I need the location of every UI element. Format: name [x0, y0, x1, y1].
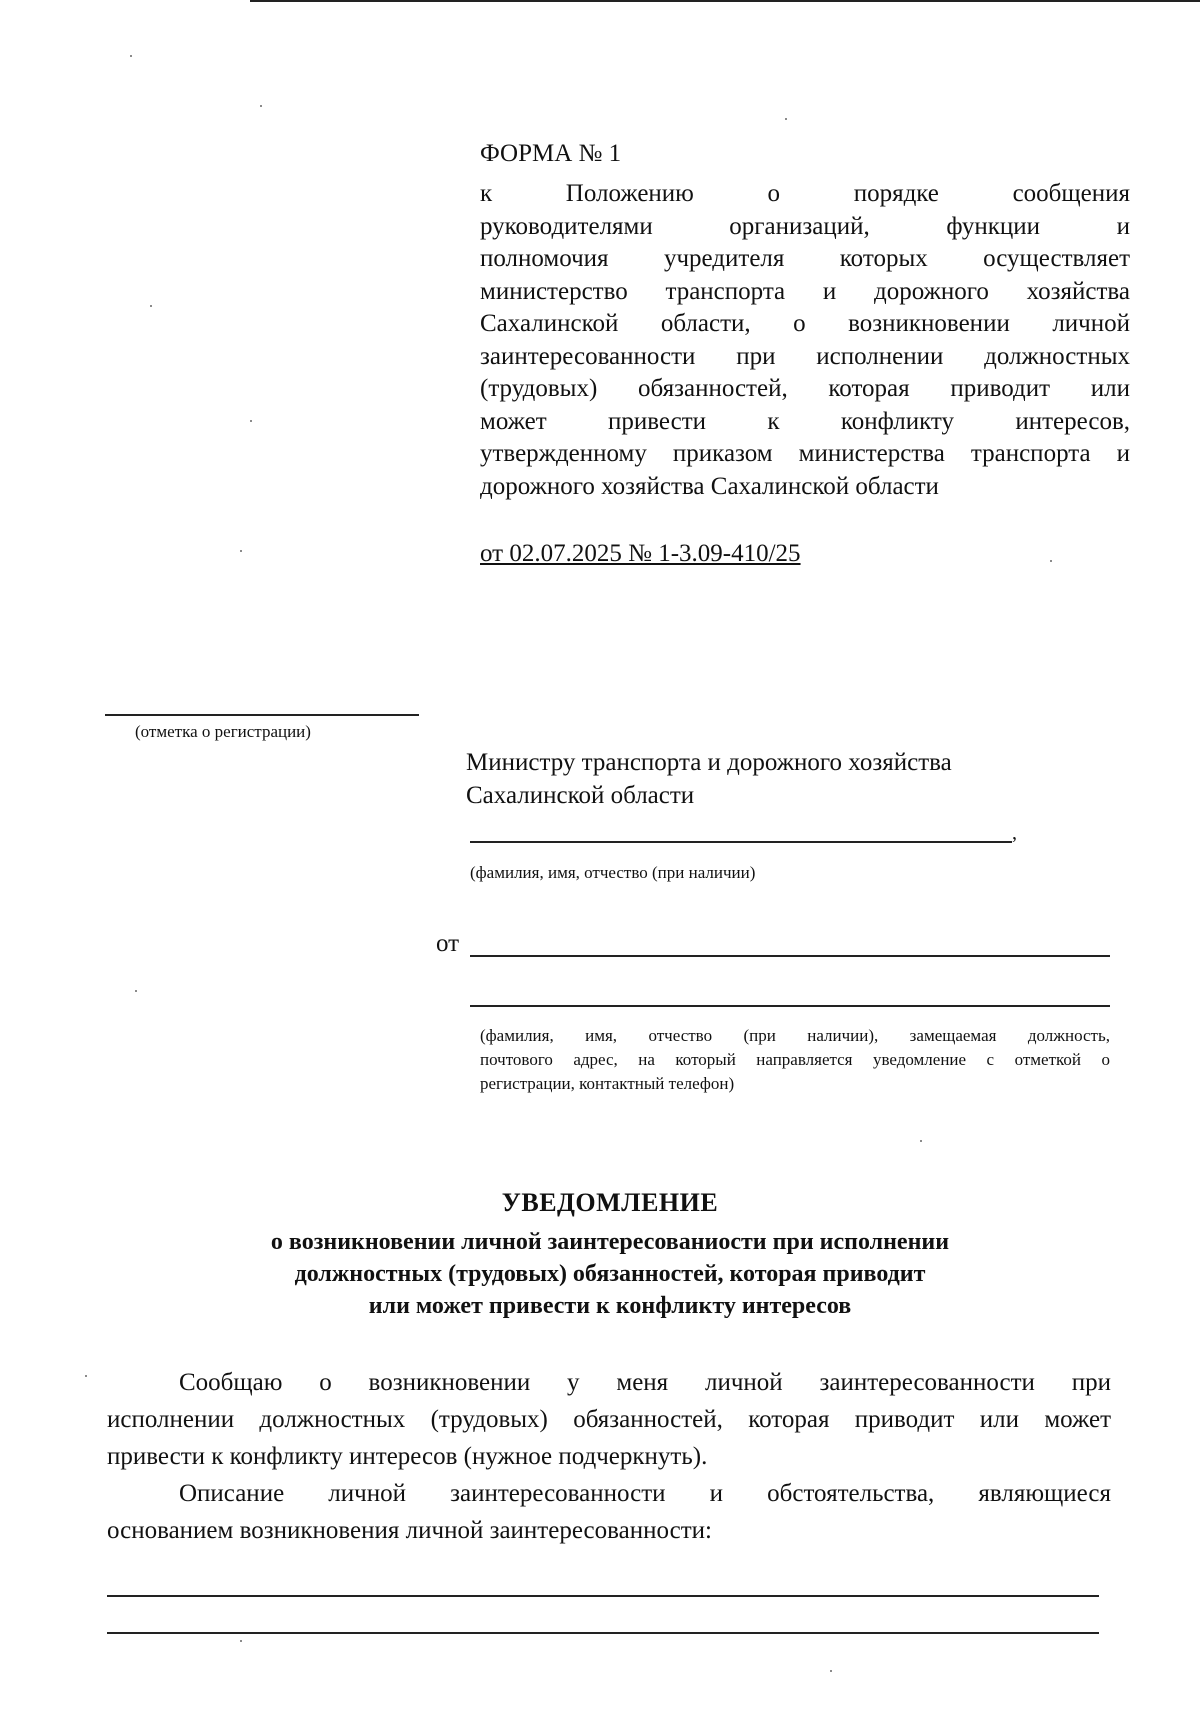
body-line: привести к конфликту интересов (нужное подчеркнуть). — [107, 1443, 708, 1470]
addressee-line: Министру транспорта и дорожного хозяйства — [466, 749, 952, 776]
notice-title: УВЕДОМЛЕНИЕ — [501, 1188, 719, 1217]
sender-caption-line: регистрации, контактный телефон) — [480, 1074, 735, 1093]
scan-speck — [135, 990, 137, 992]
minister-name-comma: , — [1012, 822, 1017, 844]
registration-mark-line[interactable] — [105, 714, 419, 716]
minister-name-field[interactable] — [470, 841, 1012, 843]
notice-body — [107, 1364, 1111, 1549]
description-field-line-1[interactable] — [107, 1595, 1099, 1597]
header-line: Сахалинской области, о возникновении личной — [480, 310, 1130, 337]
body-line: Сообщаю о возникновении у меня личной заинтересованности при — [179, 1369, 1111, 1396]
sender-caption — [480, 1024, 1110, 1096]
regulation-header — [480, 178, 1130, 503]
scan-speck — [260, 105, 262, 107]
from-label: от — [436, 930, 460, 957]
scan-speck — [250, 420, 252, 422]
header-line: может привести к конфликту интересов, — [480, 407, 1130, 435]
header-line: дорожного хозяйства Сахалинской области — [480, 472, 939, 500]
header-line: полномочия учредителя которых осуществляет — [480, 245, 1130, 272]
notice-subtitle — [100, 1226, 1120, 1322]
notice-subtitle-line: должностных (трудовых) обязанностей, которая приводит — [294, 1261, 926, 1287]
order-reference: от 02.07.2025 № 1-3.09-410/25 — [480, 540, 801, 567]
scan-speck — [1050, 560, 1052, 562]
scan-speck — [240, 1640, 242, 1642]
addressee — [466, 746, 952, 812]
scan-speck — [150, 305, 152, 307]
header-line: министерство транспорта и дорожного хозяйства — [480, 277, 1130, 305]
scan-speck — [830, 1670, 832, 1672]
scan-speck — [920, 1140, 922, 1142]
notice-subtitle-line: о возникновении личной заинтересованиости при исполнении — [270, 1229, 950, 1255]
scan-speck — [785, 118, 787, 120]
header-line: к Положению о порядке сообщения — [480, 180, 1130, 207]
header-line: заинтересованности при исполнении должностных — [480, 342, 1130, 370]
top-border-line — [250, 0, 1200, 2]
sender-field-line-2[interactable] — [470, 1005, 1110, 1007]
body-line: Описание личной заинтересованности и обстоятельства, являющиеся — [179, 1480, 1111, 1507]
addressee-line: Сахалинской области — [466, 782, 695, 809]
minister-name-caption: (фамилия, имя, отчество (при наличии) — [470, 863, 756, 882]
header-line: утвержденному приказом министерства транспорта и — [480, 440, 1130, 467]
body-line: исполнении должностных (трудовых) обязанностей, которая приводит или может — [107, 1406, 1111, 1433]
sender-caption-line: почтового адрес, на который направляется уведомление с отметкой о — [480, 1050, 1110, 1069]
notice-subtitle-line: или может привести к конфликту интересов — [368, 1293, 852, 1319]
scan-speck — [240, 550, 242, 552]
description-field-line-2[interactable] — [107, 1632, 1099, 1634]
sender-field-line-1[interactable] — [470, 955, 1110, 957]
header-line: руководителями организаций, функции и — [480, 212, 1130, 240]
body-line: основанием возникновения личной заинтересованности: — [107, 1517, 712, 1544]
scan-speck — [85, 1375, 87, 1377]
scan-speck — [130, 55, 132, 57]
form-title: ФОРМА № 1 — [480, 140, 622, 167]
registration-caption: (отметка о регистрации) — [135, 722, 311, 741]
sender-caption-line: (фамилия, имя, отчество (при наличии), замещаемая должность, — [480, 1026, 1110, 1045]
header-line: (трудовых) обязанностей, которая приводит или — [480, 375, 1130, 402]
